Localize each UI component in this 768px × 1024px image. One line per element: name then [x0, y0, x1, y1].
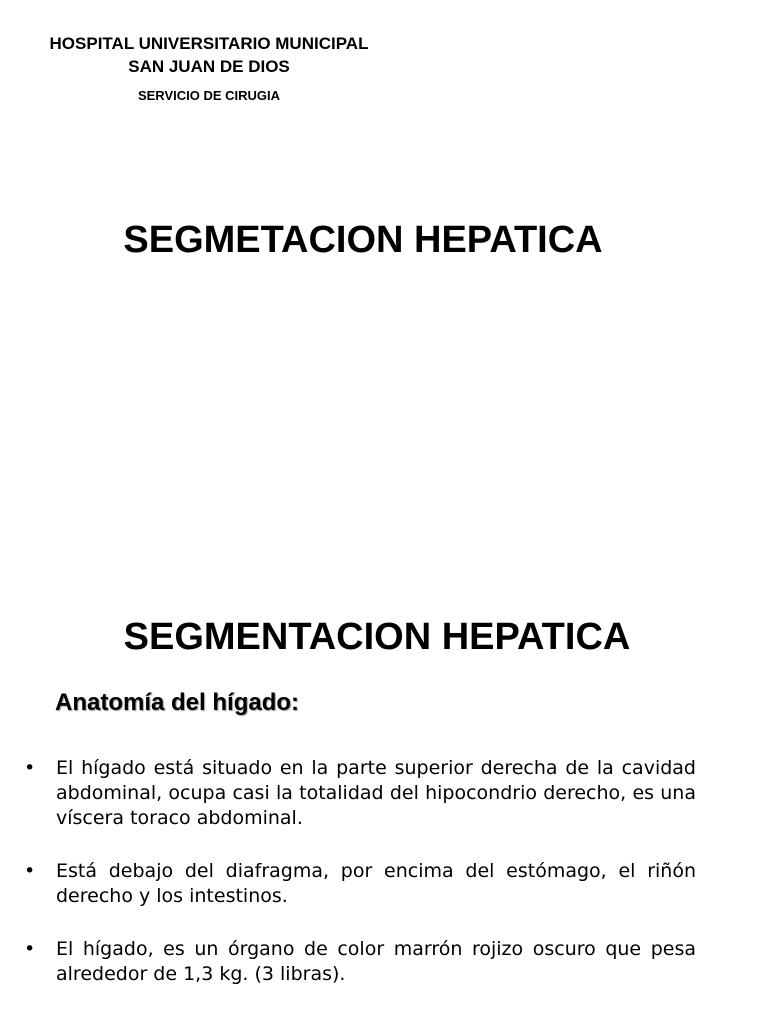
- slide-title: SEGMETACION HEPATICA: [123, 219, 603, 261]
- service-name: SERVICIO DE CIRUGIA: [137, 88, 281, 103]
- section-subtitle: Anatomía del hígado:: [55, 689, 300, 716]
- bullet-text: El hígado, es un órgano de color marrón rojizo oscuro que pesa alrededor de 1,3 kg. (3 libras).: [56, 938, 696, 985]
- bullet-text: El hígado está situado en la parte superior derecha de la cavidad abdominal, ocupa casi la totalidad del hipocondrio derecho, es una víscera toraco abdominal.: [56, 757, 696, 829]
- bullet-icon: •: [24, 938, 36, 960]
- hospital-name-line1: HOSPITAL UNIVERSITARIO MUNICIPAL: [49, 34, 369, 53]
- bullet-text: Está debajo del diafragma, por encima del estómago, el riñón derecho y los intestinos.: [56, 860, 696, 907]
- hospital-name-line2: SAN JUAN DE DIOS: [128, 57, 290, 76]
- bullet-item: [24, 859, 696, 909]
- bullet-item: [24, 756, 696, 831]
- bullet-icon: •: [24, 757, 36, 779]
- bullet-list: [24, 756, 696, 1015]
- content-slide: [0, 560, 768, 1024]
- content-slide-title: SEGMENTACION HEPATICA: [123, 616, 631, 658]
- bullet-icon: •: [24, 860, 36, 882]
- bullet-item: [24, 937, 696, 987]
